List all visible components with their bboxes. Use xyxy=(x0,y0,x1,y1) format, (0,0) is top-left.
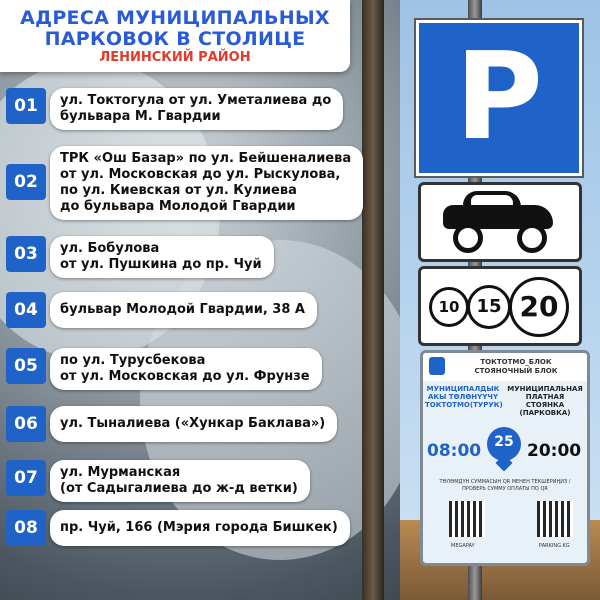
item-number: 01 xyxy=(6,88,46,124)
car-sign xyxy=(418,182,582,262)
info-header: ТОКТОТМО_БЛОК СТОЯНОЧНЫЙ БЛОК xyxy=(423,353,587,381)
lamp-pole xyxy=(362,0,384,600)
parking-letter: P xyxy=(455,28,543,167)
item-number: 05 xyxy=(6,348,46,384)
item-number: 06 xyxy=(6,406,46,442)
parking-info-sign xyxy=(420,350,590,566)
item-address: ТРК «Ош Базар» по ул. Бейшеналиева от ул. Московская до ул. Рыскулова, по ул. Киевская от ул. Кулиева до бульвара Молодой Гвардии xyxy=(50,146,363,220)
item-address: ул. Бобулова от ул. Пушкина до пр. Чуй xyxy=(50,236,274,278)
qr-code-icon xyxy=(449,501,485,537)
item-address: ул. Тыналиева («Хункар Баклава») xyxy=(50,406,337,442)
item-number: 04 xyxy=(6,292,46,328)
title-card xyxy=(0,0,350,72)
minutes-10: 10 xyxy=(429,287,469,327)
title-line-2: ПАРКОВОК В СТОЛИЦЕ xyxy=(44,28,306,50)
item-number: 02 xyxy=(6,164,46,200)
parking-sign xyxy=(416,20,582,176)
tag-russian: МУНИЦИПАЛЬНАЯ ПЛАТНАЯ СТОЯНКА (ПАРКОВКА) xyxy=(507,385,583,417)
minutes-20: 20 xyxy=(509,277,569,337)
qr-code-icon xyxy=(537,501,573,537)
tag-kyrgyz: МУНИЦИПАЛДЫК АКЫ ТӨЛӨНҮҮЧҮ ТОКТОТМО(ТУРУК) xyxy=(425,385,503,409)
qr-label: PARKING.KG xyxy=(539,543,570,549)
district-subtitle: ЛЕНИНСКИЙ РАЙОН xyxy=(99,50,251,65)
minutes-15: 15 xyxy=(467,285,511,329)
item-number: 07 xyxy=(6,460,46,496)
pay-instruction: ТӨЛӨМДҮН СУММАСЫН QR МЕНЕН ТЕКШЕРИҢИЗ / ПРОВЕРЬ СУММУ ОПЛАТЫ ПО QR xyxy=(439,479,571,492)
item-address: ул. Мурманская (от Садыгалиева до ж-д ветки) xyxy=(50,460,310,502)
item-address: пр. Чуй, 166 (Мэрия города Бишкек) xyxy=(50,510,350,546)
title-line-1: АДРЕСА МУНИЦИПАЛЬНЫХ xyxy=(20,7,330,29)
item-address: ул. Токтогула от ул. Уметалиева до бульвара М. Гвардии xyxy=(50,88,343,130)
item-address: по ул. Турусбекова от ул. Московская до ул. Фрунзе xyxy=(50,348,322,390)
time-from: 08:00 xyxy=(427,441,482,461)
city-logo-icon xyxy=(429,357,445,375)
item-number: 08 xyxy=(6,510,46,546)
item-address: бульвар Молодой Гвардии, 38 А xyxy=(50,292,317,328)
price-pin: 25 xyxy=(487,427,521,461)
qr-label: MEGAPAY xyxy=(451,543,475,549)
item-number: 03 xyxy=(6,236,46,272)
minutes-sign xyxy=(418,266,582,346)
time-to: 20:00 xyxy=(527,441,582,461)
